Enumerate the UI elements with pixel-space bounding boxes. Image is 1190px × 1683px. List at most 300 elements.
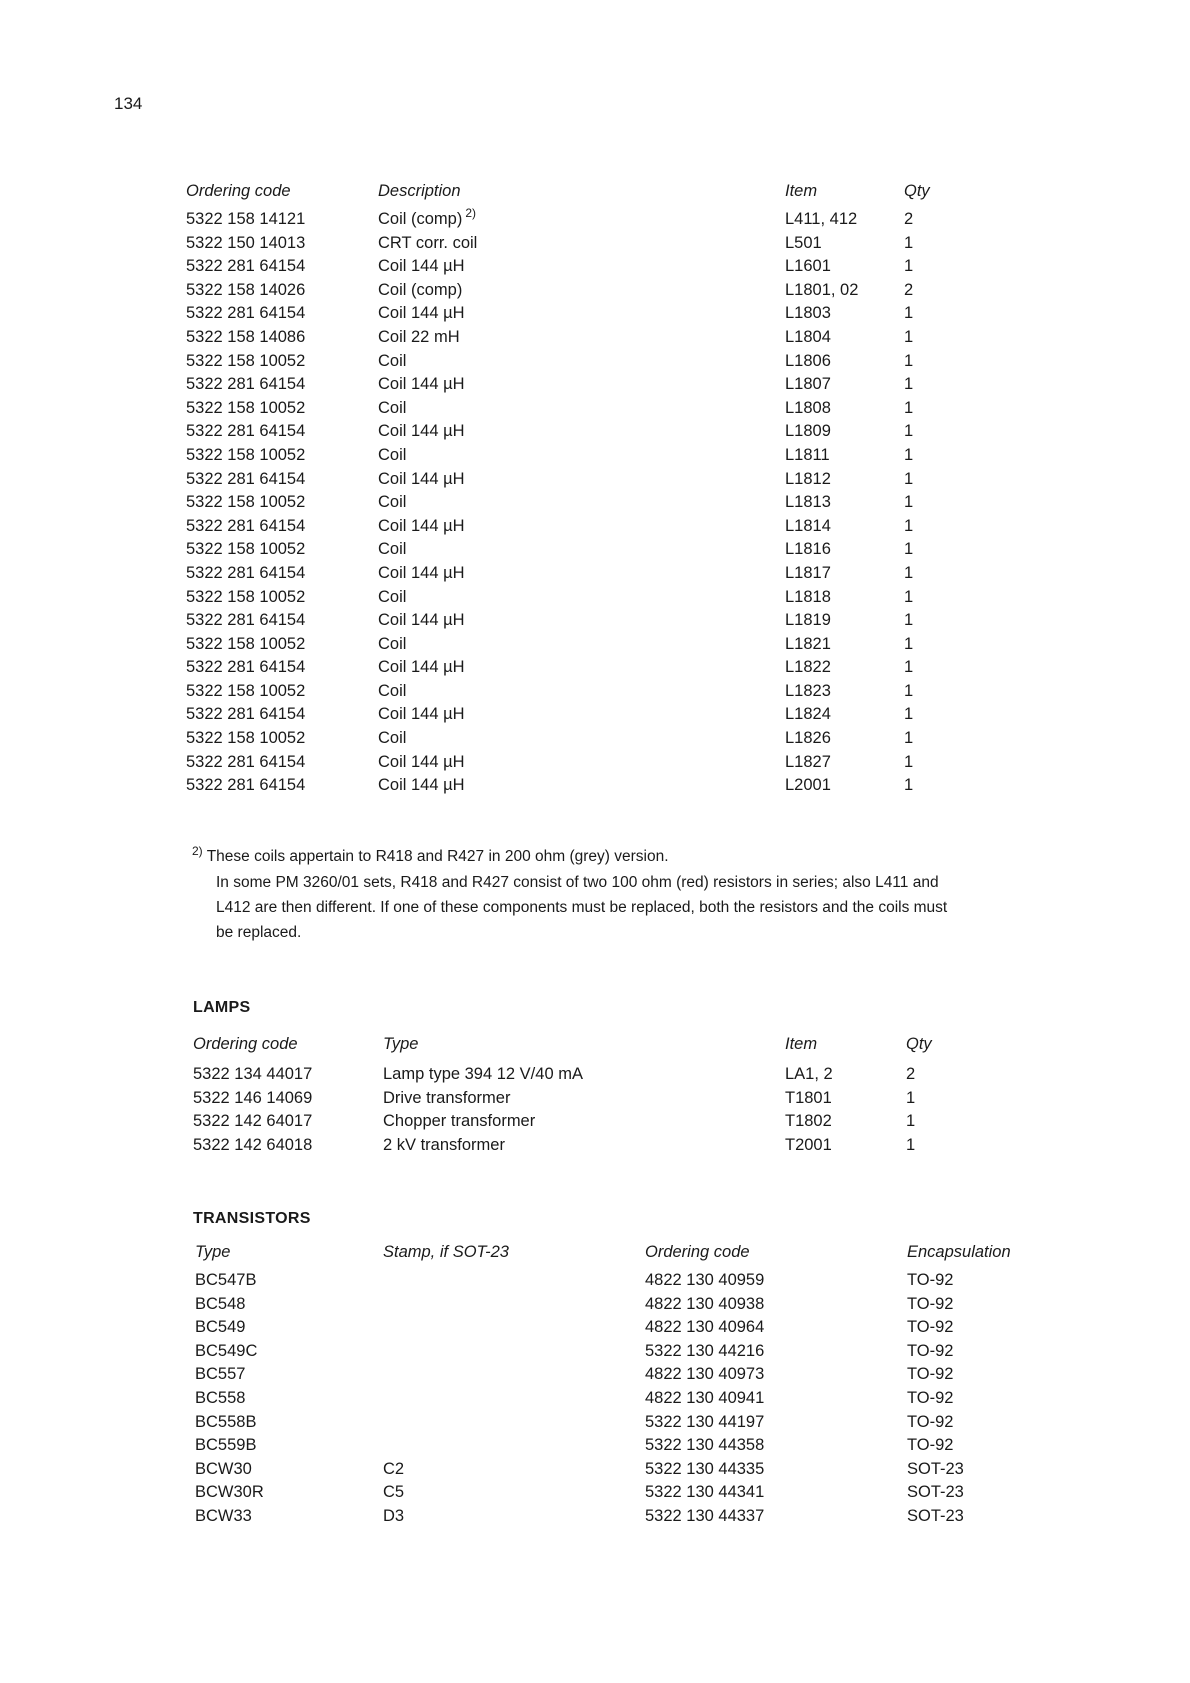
cell-text: BC558 <box>195 1388 246 1407</box>
cell-qty <box>904 564 913 583</box>
cell-text: 5322 158 10052 <box>186 729 306 748</box>
cell-text: 5322 281 64154 <box>186 304 306 323</box>
cell-qty <box>904 470 913 489</box>
cell-text: 1 <box>906 1135 916 1154</box>
cell-ordering-code <box>186 753 305 772</box>
cell-item <box>785 399 831 418</box>
cell-type <box>195 1342 257 1361</box>
cell-description <box>378 658 468 677</box>
cell-description <box>378 234 480 253</box>
table-row <box>195 1271 1095 1295</box>
table-row <box>195 1460 1095 1484</box>
cell-text: 1 <box>904 776 914 795</box>
cell-description <box>378 776 468 795</box>
table-row <box>193 1112 1093 1136</box>
cell-qty <box>904 517 913 536</box>
cell-item <box>785 234 822 253</box>
cell-text: Coil (comp) <box>378 210 463 228</box>
cell-text: L1811 <box>785 445 830 464</box>
cell-text: 1 <box>904 611 914 630</box>
cell-text: Coil 144 µH <box>378 422 465 441</box>
cell-text: 1 <box>904 445 914 464</box>
cell-encapsulation <box>907 1271 953 1290</box>
cell-text: 5322 158 10052 <box>186 351 306 370</box>
cell-item <box>785 1065 833 1084</box>
cell-text: 5322 281 64154 <box>186 658 306 677</box>
cell-text: Coil 144 µH <box>378 563 465 582</box>
cell-text: TO-92 <box>907 1436 954 1455</box>
cell-text: L1804 <box>785 327 831 346</box>
cell-text: 5322 130 44337 <box>645 1506 765 1525</box>
cell-text: 1 <box>904 658 914 677</box>
cell-text: Coil 144 µH <box>378 257 465 276</box>
cell-item <box>785 470 831 489</box>
cell-text: L1816 <box>785 540 831 559</box>
cell-text: 5322 281 64154 <box>186 705 306 724</box>
col-header-ordering-code: Ordering code <box>645 1243 750 1261</box>
col-header-type: Type <box>195 1243 231 1261</box>
cell-ordering-code <box>186 493 305 512</box>
cell-text: L1827 <box>785 752 831 771</box>
cell-text: 5322 158 14026 <box>186 280 306 299</box>
cell-ordering-code <box>193 1136 312 1155</box>
cell-text: 5322 130 44341 <box>645 1483 765 1502</box>
cell-ordering-code <box>645 1271 764 1290</box>
cell-text: Coil <box>378 540 407 559</box>
cell-encapsulation <box>907 1460 964 1479</box>
cell-text: 5322 158 14121 <box>186 210 306 228</box>
cell-encapsulation <box>907 1342 953 1361</box>
cell-text: 2 kV transformer <box>383 1135 505 1154</box>
page-number: 134 <box>114 94 143 113</box>
cell-text: 5322 158 10052 <box>186 540 306 559</box>
cell-text: Coil <box>378 493 407 512</box>
table-row <box>195 1389 1095 1413</box>
cell-ordering-code <box>193 1112 312 1131</box>
cell-type <box>195 1389 245 1408</box>
cell-text: BCW33 <box>195 1506 252 1525</box>
col-header-encapsulation: Encapsulation <box>907 1243 1011 1261</box>
cell-ordering-code <box>645 1460 764 1479</box>
cell-qty <box>904 328 913 347</box>
cell-text: L1807 <box>785 375 831 394</box>
cell-text: L1809 <box>785 422 831 441</box>
cell-text: LA1, 2 <box>785 1065 833 1083</box>
cell-text: Coil <box>378 634 407 653</box>
cell-description <box>378 304 468 323</box>
cell-ordering-code <box>186 281 305 300</box>
cell-type <box>195 1460 252 1479</box>
cell-ordering-code <box>186 446 305 465</box>
cell-item <box>785 281 858 300</box>
cell-type <box>195 1413 256 1432</box>
cell-text: 1 <box>904 351 914 370</box>
cell-qty <box>904 352 913 371</box>
cell-encapsulation <box>907 1389 953 1408</box>
cell-text: Coil 144 µH <box>378 469 465 488</box>
lamps-table <box>193 1035 1093 1159</box>
cell-text: Coil 144 µH <box>378 516 465 535</box>
cell-ordering-code <box>186 705 305 724</box>
cell-item <box>785 422 831 441</box>
footnote-ref: 2) <box>465 206 477 220</box>
cell-text: Coil 144 µH <box>378 375 465 394</box>
coils-table <box>186 182 1086 800</box>
transistors-title: TRANSISTORS <box>193 1210 311 1227</box>
coils-body <box>186 206 1086 800</box>
lamps-title: LAMPS <box>193 999 251 1016</box>
cell-ordering-code <box>193 1065 312 1084</box>
cell-text: 1 <box>906 1088 916 1107</box>
table-row <box>186 446 1086 470</box>
cell-ordering-code <box>186 304 305 323</box>
cell-ordering-code <box>186 352 305 371</box>
cell-ordering-code <box>186 517 305 536</box>
cell-text: L2001 <box>785 776 831 795</box>
cell-description <box>378 493 409 512</box>
table-row <box>186 588 1086 612</box>
cell-text: Coil <box>378 729 407 748</box>
cell-ordering-code <box>645 1365 764 1384</box>
footnote-mark: 2) <box>192 844 203 858</box>
cell-text: L1801, 02 <box>785 280 859 299</box>
cell-description <box>378 588 409 607</box>
table-row <box>186 422 1086 446</box>
cell-ordering-code <box>186 234 305 253</box>
cell-qty <box>904 399 913 418</box>
cell-text: TO-92 <box>907 1388 954 1407</box>
cell-text: L1818 <box>785 587 831 606</box>
cell-text: 1 <box>904 540 914 559</box>
cell-text: L1813 <box>785 493 831 512</box>
cell-encapsulation <box>907 1365 953 1384</box>
cell-ordering-code <box>645 1389 764 1408</box>
cell-ordering-code <box>645 1342 764 1361</box>
cell-text: BC558B <box>195 1412 257 1431</box>
cell-description <box>378 564 468 583</box>
cell-ordering-code <box>186 588 305 607</box>
cell-stamp <box>383 1483 404 1502</box>
cell-text: 5322 158 10052 <box>186 493 306 512</box>
cell-text: L1821 <box>785 634 831 653</box>
cell-qty <box>904 210 913 229</box>
cell-type <box>195 1295 245 1314</box>
cell-text: 4822 130 40941 <box>645 1388 765 1407</box>
table-row <box>186 564 1086 588</box>
cell-type <box>383 1065 583 1084</box>
cell-qty <box>904 540 913 559</box>
cell-encapsulation <box>907 1507 964 1526</box>
cell-ordering-code <box>186 210 305 229</box>
cell-type <box>195 1507 252 1526</box>
cell-text: 5322 281 64154 <box>186 776 306 795</box>
cell-description <box>378 517 468 536</box>
cell-ordering-code <box>186 470 305 489</box>
cell-text: Coil 144 µH <box>378 611 465 630</box>
cell-item <box>785 352 831 371</box>
table-row <box>186 776 1086 800</box>
table-row <box>186 682 1086 706</box>
cell-description <box>378 682 409 701</box>
cell-item <box>785 753 831 772</box>
cell-text: 5322 158 10052 <box>186 445 306 464</box>
table-row <box>195 1342 1095 1366</box>
cell-item <box>785 1136 832 1155</box>
cell-text: 2 <box>906 1065 916 1083</box>
cell-text: TO-92 <box>907 1318 954 1337</box>
cell-text: Coil 22 mH <box>378 327 460 346</box>
cell-text: 4822 130 40964 <box>645 1318 765 1337</box>
cell-text: TO-92 <box>907 1294 954 1313</box>
cell-item <box>785 682 831 701</box>
cell-text: 5322 281 64154 <box>186 422 306 441</box>
footnote-line-4: be replaced. <box>216 924 302 941</box>
cell-item <box>785 729 831 748</box>
table-row <box>186 517 1086 541</box>
cell-item <box>785 564 831 583</box>
cell-qty <box>904 753 913 772</box>
cell-text: SOT-23 <box>907 1506 964 1525</box>
table-row <box>186 705 1086 729</box>
cell-ordering-code <box>645 1507 764 1526</box>
cell-text: 1 <box>904 422 914 441</box>
cell-text: Coil <box>378 681 407 700</box>
cell-item <box>785 540 831 559</box>
cell-text: 5322 158 10052 <box>186 398 306 417</box>
cell-item <box>785 635 831 654</box>
cell-encapsulation <box>907 1413 953 1432</box>
col-header-qty: Qty <box>906 1035 932 1053</box>
cell-ordering-code <box>186 776 305 795</box>
cell-text: L1803 <box>785 304 831 323</box>
cell-item <box>785 776 831 795</box>
cell-text: 5322 150 14013 <box>186 233 306 252</box>
cell-text: BCW30R <box>195 1483 264 1502</box>
cell-text: BC549 <box>195 1318 246 1337</box>
cell-description <box>378 540 409 559</box>
cell-encapsulation <box>907 1483 964 1502</box>
table-row <box>186 257 1086 281</box>
cell-text: L1824 <box>785 705 831 724</box>
cell-text: Lamp type 394 12 V/40 mA <box>383 1065 583 1083</box>
cell-qty <box>904 422 913 441</box>
footnote <box>192 844 1092 945</box>
cell-ordering-code <box>645 1413 764 1432</box>
cell-text: SOT-23 <box>907 1483 964 1502</box>
cell-ordering-code <box>186 328 305 347</box>
table-row <box>186 540 1086 564</box>
cell-text: L411, 412 <box>785 210 858 228</box>
lamps-header-row <box>193 1035 1093 1059</box>
table-row <box>186 399 1086 423</box>
cell-qty <box>904 493 913 512</box>
col-header-ordering-code: Ordering code <box>193 1035 298 1053</box>
cell-type <box>383 1136 505 1155</box>
cell-description <box>378 206 477 229</box>
cell-type <box>383 1089 510 1108</box>
cell-text: L1817 <box>785 563 831 582</box>
lamps-body <box>193 1065 1093 1159</box>
cell-qty <box>906 1112 915 1131</box>
cell-item <box>785 658 831 677</box>
cell-text: L1601 <box>785 257 831 276</box>
cell-text: BC549C <box>195 1341 258 1360</box>
cell-item <box>785 446 830 465</box>
cell-text: Coil <box>378 445 407 464</box>
cell-text: 1 <box>904 563 914 582</box>
cell-text: 1 <box>904 493 914 512</box>
cell-text: 2 <box>904 210 914 228</box>
cell-description <box>378 470 468 489</box>
col-header-item: Item <box>785 182 818 200</box>
transistors-body <box>195 1271 1095 1531</box>
table-row <box>186 470 1086 494</box>
cell-text: 1 <box>906 1112 916 1131</box>
cell-ordering-code <box>193 1089 312 1108</box>
cell-text: 1 <box>904 681 914 700</box>
cell-qty <box>904 658 913 677</box>
cell-text: 5322 134 44017 <box>193 1065 313 1083</box>
cell-ordering-code <box>186 658 305 677</box>
table-row <box>186 304 1086 328</box>
cell-qty <box>904 281 913 300</box>
cell-text: L1806 <box>785 351 831 370</box>
cell-item <box>785 304 831 323</box>
cell-text: 5322 158 14086 <box>186 327 306 346</box>
table-row <box>195 1413 1095 1437</box>
cell-item <box>785 1089 832 1108</box>
cell-text: 1 <box>904 516 914 535</box>
cell-encapsulation <box>907 1295 953 1314</box>
cell-description <box>378 352 409 371</box>
col-header-type: Type <box>383 1035 419 1053</box>
cell-description <box>378 705 468 724</box>
table-row <box>186 658 1086 682</box>
cell-ordering-code <box>186 375 305 394</box>
cell-qty <box>904 304 913 323</box>
cell-text: SOT-23 <box>907 1459 964 1478</box>
cell-item <box>785 328 831 347</box>
cell-ordering-code <box>186 564 305 583</box>
cell-type <box>195 1271 256 1290</box>
cell-qty <box>906 1089 915 1108</box>
cell-text: C5 <box>383 1483 405 1502</box>
cell-text: 4822 130 40938 <box>645 1294 765 1313</box>
cell-text: L1819 <box>785 611 831 630</box>
cell-description <box>378 399 409 418</box>
footnote-line-3: L412 are then different. If one of these components must be replaced, both the resistors and the coils must <box>216 899 948 916</box>
cell-qty <box>906 1136 915 1155</box>
cell-ordering-code <box>186 422 305 441</box>
coils-header-row <box>186 182 1086 206</box>
cell-text: Drive transformer <box>383 1088 511 1107</box>
cell-qty <box>904 375 913 394</box>
cell-ordering-code <box>186 729 305 748</box>
cell-description <box>378 729 409 748</box>
cell-text: Coil 144 µH <box>378 752 465 771</box>
cell-description <box>378 753 468 772</box>
cell-description <box>378 257 468 276</box>
cell-type <box>195 1365 245 1384</box>
cell-text: L501 <box>785 233 822 252</box>
cell-qty <box>904 611 913 630</box>
cell-description <box>378 446 409 465</box>
cell-text: 1 <box>904 587 914 606</box>
cell-text: 5322 142 64018 <box>193 1135 313 1154</box>
cell-type <box>195 1318 245 1337</box>
cell-description <box>378 635 409 654</box>
table-row <box>195 1436 1095 1460</box>
cell-qty <box>904 729 913 748</box>
cell-text: 5322 281 64154 <box>186 752 306 771</box>
cell-ordering-code <box>645 1483 764 1502</box>
cell-item <box>785 493 831 512</box>
cell-text: 5322 281 64154 <box>186 257 306 276</box>
table-row <box>186 375 1086 399</box>
cell-text: TO-92 <box>907 1341 954 1360</box>
cell-text: 5322 158 10052 <box>186 681 306 700</box>
cell-ordering-code <box>186 540 305 559</box>
col-header-stamp: Stamp, if SOT-23 <box>383 1243 509 1261</box>
cell-text: Coil 144 µH <box>378 304 465 323</box>
cell-stamp <box>383 1507 404 1526</box>
cell-qty <box>904 446 913 465</box>
cell-text: 1 <box>904 398 914 417</box>
cell-text: 1 <box>904 257 914 276</box>
cell-text: 4822 130 40959 <box>645 1271 765 1289</box>
table-row <box>186 352 1086 376</box>
cell-text: 1 <box>904 705 914 724</box>
cell-type <box>383 1112 535 1131</box>
cell-item <box>785 1112 832 1131</box>
cell-text: L1826 <box>785 729 831 748</box>
cell-text: 1 <box>904 375 914 394</box>
cell-text: 5322 281 64154 <box>186 375 306 394</box>
table-row <box>195 1295 1095 1319</box>
cell-ordering-code <box>186 611 305 630</box>
cell-text: CRT corr. coil <box>378 233 478 252</box>
cell-text: 5322 142 64017 <box>193 1112 313 1131</box>
cell-text: TO-92 <box>907 1271 954 1289</box>
cell-text: 5322 281 64154 <box>186 563 306 582</box>
cell-text: L1808 <box>785 398 831 417</box>
cell-text: D3 <box>383 1506 405 1525</box>
table-row <box>195 1365 1095 1389</box>
cell-ordering-code <box>186 682 305 701</box>
table-row <box>186 493 1086 517</box>
cell-text: L1812 <box>785 469 831 488</box>
cell-item <box>785 588 831 607</box>
cell-stamp <box>383 1460 404 1479</box>
cell-qty <box>904 234 913 253</box>
cell-text: 1 <box>904 469 914 488</box>
table-row <box>195 1318 1095 1342</box>
cell-text: BC559B <box>195 1436 257 1455</box>
cell-text: 5322 281 64154 <box>186 516 306 535</box>
table-row <box>186 328 1086 352</box>
cell-text: 1 <box>904 752 914 771</box>
cell-item <box>785 517 831 536</box>
cell-item <box>785 210 857 229</box>
table-row <box>195 1483 1095 1507</box>
cell-text: 5322 281 64154 <box>186 469 306 488</box>
cell-text: TO-92 <box>907 1365 954 1384</box>
cell-text: TO-92 <box>907 1412 954 1431</box>
table-row <box>193 1136 1093 1160</box>
cell-qty <box>904 705 913 724</box>
cell-ordering-code <box>645 1295 764 1314</box>
cell-type <box>195 1436 256 1455</box>
